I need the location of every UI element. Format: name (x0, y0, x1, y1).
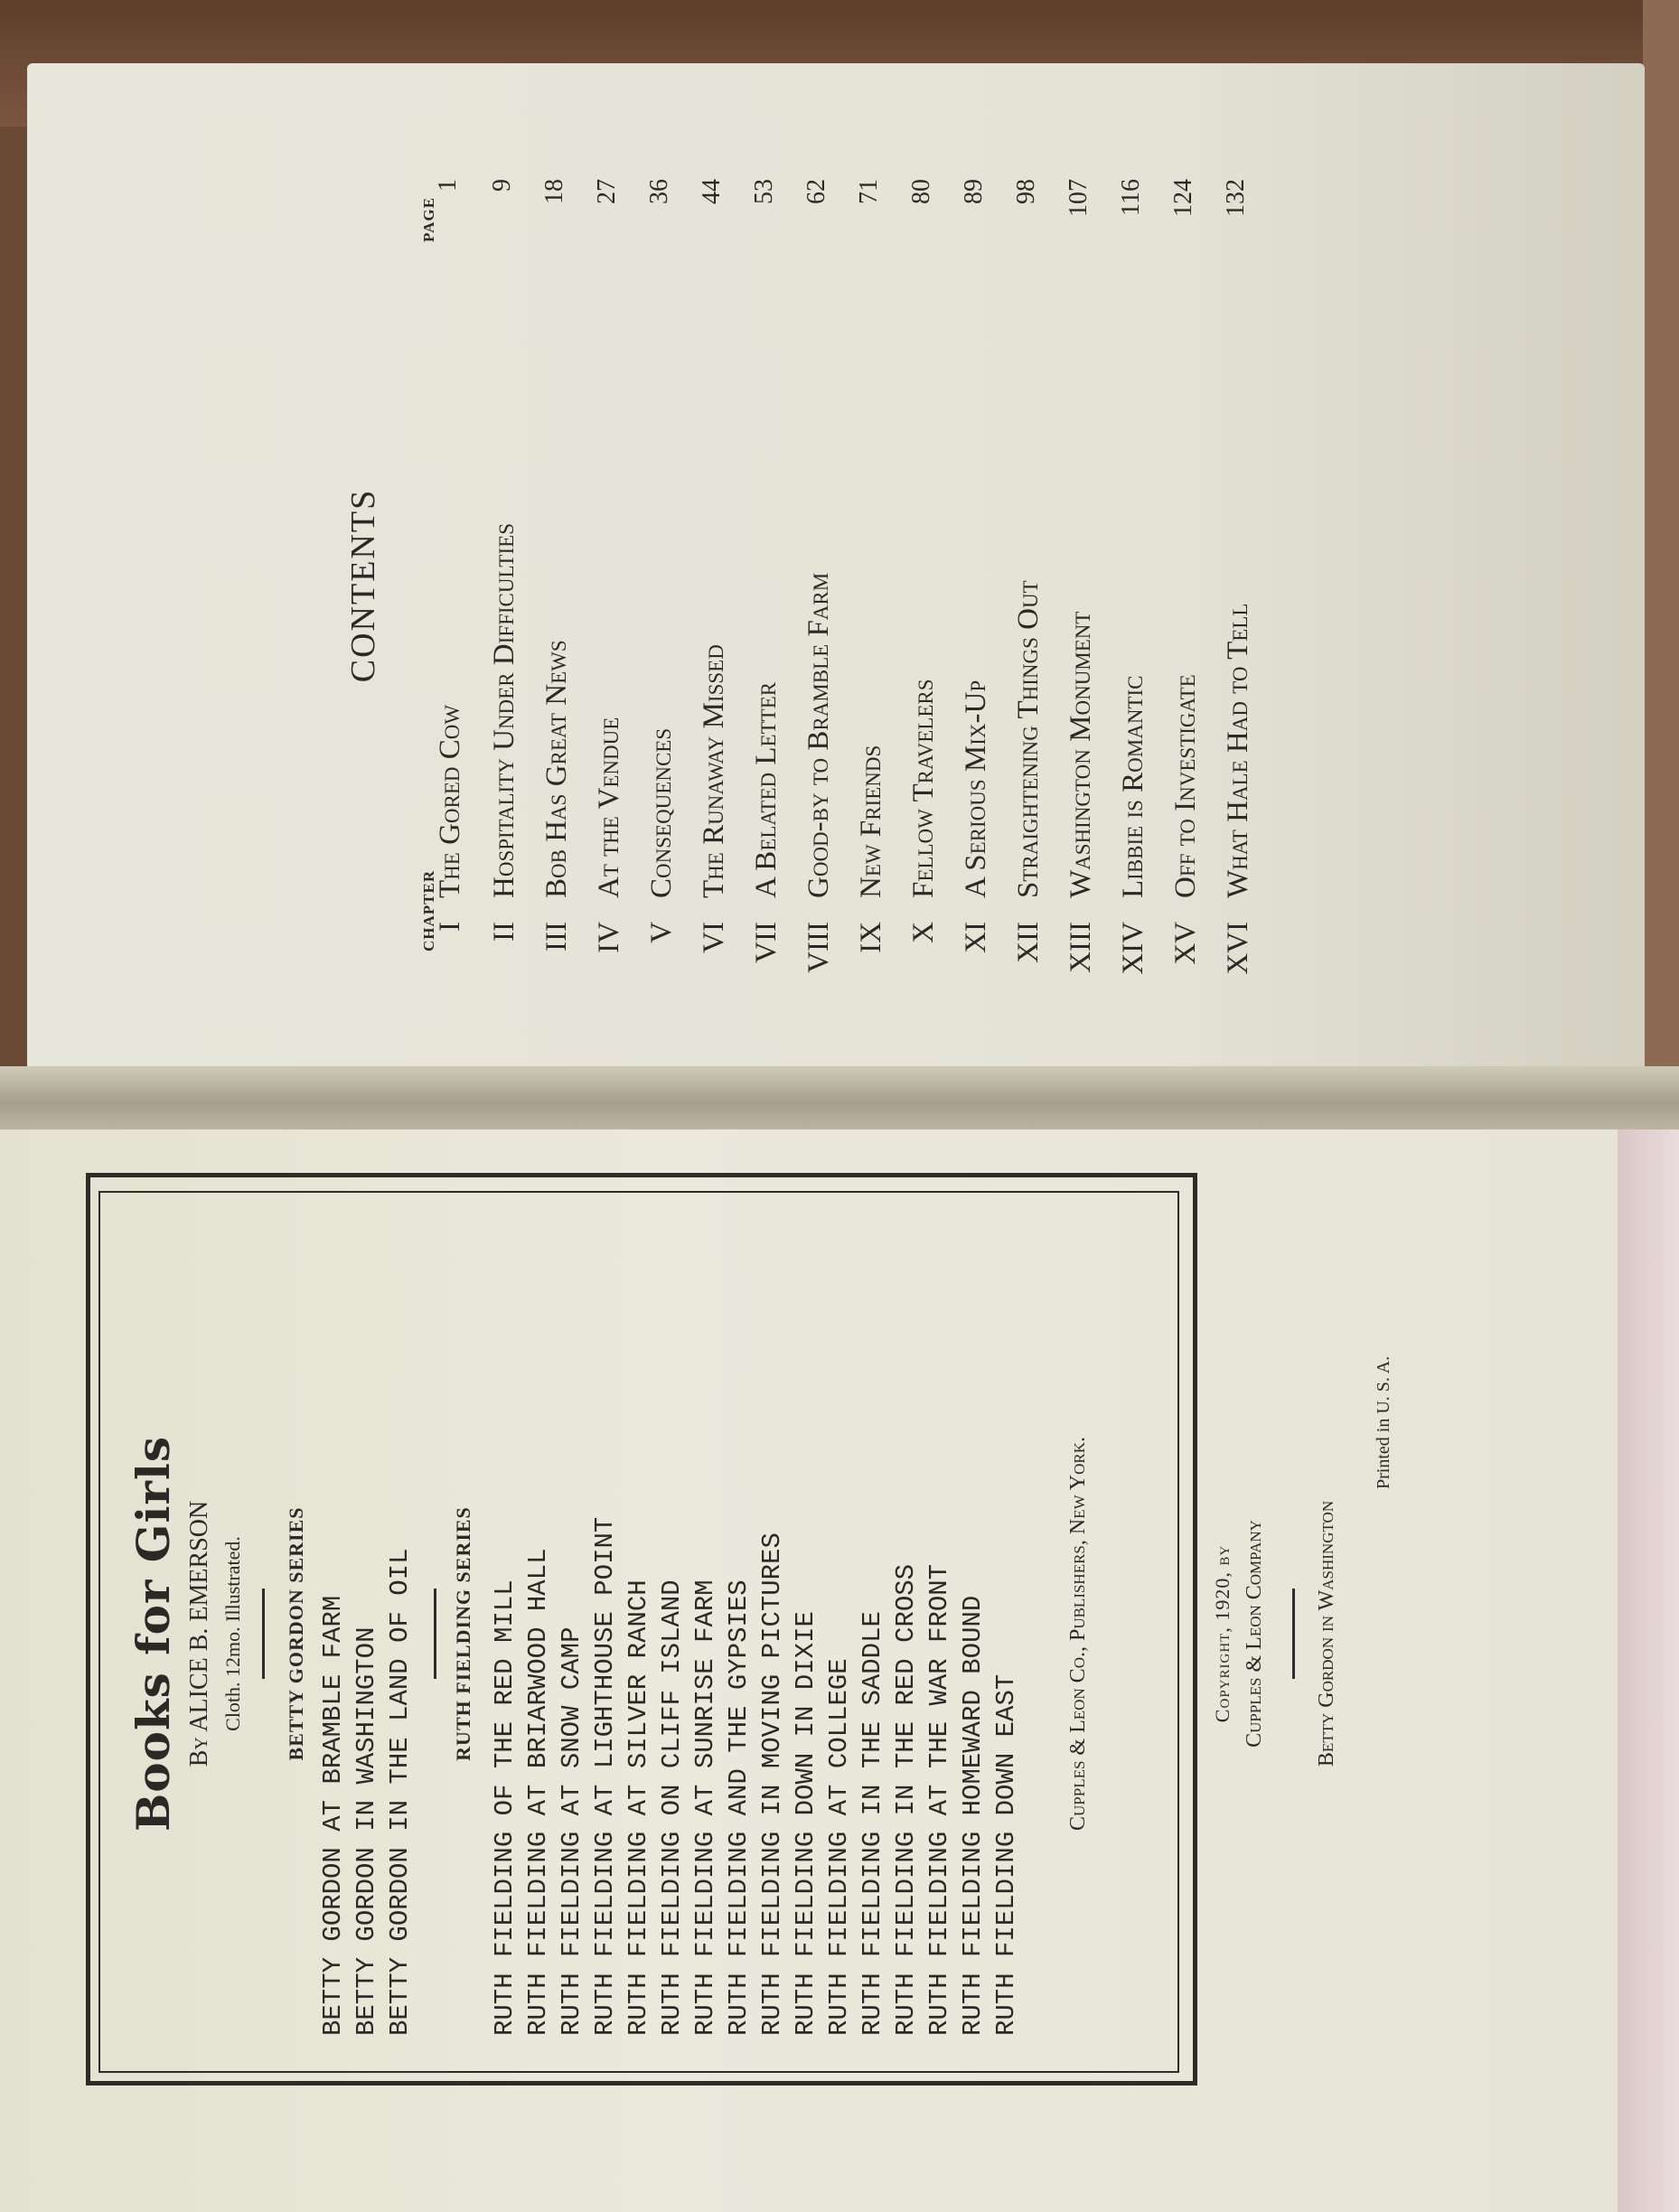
toc-row (488, 16, 530, 1010)
series-title: RUTH FIELDING IN THE RED CROSS (891, 1563, 921, 2036)
chapter-page: 107 (1065, 179, 1093, 217)
chapter-number: XVI (1222, 922, 1254, 975)
series-title: RUTH FIELDING AT SNOW CAMP (557, 1626, 586, 2036)
chapter-column-label: CHAPTER (420, 869, 437, 951)
author-line: By ALICE B. EMERSON (185, 1500, 213, 1767)
toc-row (1117, 16, 1158, 1010)
chapter-page: 71 (855, 179, 883, 204)
series-title: RUTH FIELDING IN THE SADDLE (858, 1611, 887, 2036)
chapter-number: XV (1169, 922, 1202, 965)
series-title: RUTH FIELDING AT SUNRISE FARM (690, 1579, 720, 2036)
chapter-page: 1 (434, 179, 462, 192)
chapter-page: 132 (1222, 179, 1250, 217)
publisher-line: Cupples & Leon Co., Publishers, New York. (1066, 1437, 1090, 1831)
series-heading-ruth-fielding: RUTH FIELDING SERIES (452, 1506, 474, 1761)
copyright-holder: Cupples & Leon Company (1243, 1520, 1266, 1748)
chapter-number: IV (593, 922, 625, 953)
toc-row (1222, 16, 1263, 1010)
binding-line: Cloth. 12mo. Illustrated. (221, 1536, 244, 1731)
chapter-page: 124 (1169, 179, 1197, 217)
chapter-title: The Runaway Missed (698, 644, 730, 898)
chapter-title: Consequences (645, 727, 678, 898)
chapter-page: 98 (1012, 179, 1040, 204)
chapter-number: VIII (802, 922, 835, 973)
chapter-page: 80 (907, 179, 935, 204)
series-title: RUTH FIELDING IN MOVING PICTURES (757, 1532, 787, 2036)
toc-row (540, 16, 582, 1010)
chapter-page: 116 (1117, 179, 1145, 216)
chapter-title: A Belated Letter (750, 681, 783, 898)
page-column-label: PAGE (420, 197, 437, 242)
chapter-title: Straightening Things Out (1012, 580, 1045, 898)
series-title: RUTH FIELDING AND THE GYPSIES (724, 1579, 754, 2036)
table-of-contents (434, 16, 1254, 1010)
chapter-number: VI (698, 922, 730, 953)
copyright-line: Copyright, 1920, by (1211, 1544, 1233, 1723)
chapter-page: 27 (593, 179, 621, 204)
series-title: RUTH FIELDING ON CLIFF ISLAND (657, 1579, 687, 2036)
series-heading-betty-gordon: BETTY GORDON SERIES (285, 1506, 307, 1761)
chapter-title: Libbie is Romantic (1117, 675, 1149, 898)
chapter-number: II (488, 922, 521, 942)
series-title: RUTH FIELDING OF THE RED MILL (490, 1579, 520, 2036)
toc-row (960, 16, 1001, 1010)
toc-row (593, 16, 634, 1010)
series-title: RUTH FIELDING HOMEWARD BOUND (958, 1595, 988, 2036)
series-title: RUTH FIELDING AT BRIARWOOD HALL (523, 1548, 553, 2036)
chapter-number: I (434, 922, 466, 932)
toc-row (1065, 16, 1106, 1010)
chapter-page: 89 (960, 179, 988, 204)
chapter-title: Off to Investigate (1169, 674, 1202, 898)
divider-rule (1292, 1589, 1295, 1679)
chapter-page: 53 (750, 179, 778, 204)
chapter-page: 36 (645, 179, 673, 204)
chapter-number: IX (855, 922, 887, 953)
toc-row (645, 16, 687, 1010)
chapter-page: 9 (488, 179, 516, 192)
chapter-title: New Friends (855, 745, 887, 898)
toc-row (1012, 16, 1054, 1010)
toc-row (802, 16, 844, 1010)
chapter-page: 62 (802, 179, 830, 204)
chapter-title: Bob Has Great News (540, 640, 573, 898)
contents-heading: CONTENTS (344, 488, 382, 683)
toc-row (750, 16, 792, 1010)
chapter-number: X (907, 922, 940, 943)
chapter-page: 44 (698, 179, 726, 204)
toc-row (855, 16, 896, 1010)
series-title: RUTH FIELDING AT THE WAR FRONT (924, 1563, 954, 2036)
chapter-number: XIII (1065, 922, 1097, 973)
series-title: RUTH FIELDING AT LIGHTHOUSE POINT (590, 1516, 620, 2036)
chapter-title: Hospitality Under Difficulties (488, 523, 521, 898)
toc-row (907, 16, 949, 1010)
chapter-title: A Serious Mix-Up (960, 680, 992, 898)
series-title: BETTY GORDON AT BRAMBLE FARM (318, 1595, 348, 2036)
chapter-title: At the Vendue (593, 717, 625, 898)
chapter-number: XI (960, 922, 992, 953)
series-title: RUTH FIELDING DOWN EAST (991, 1673, 1021, 2036)
toc-row (1169, 16, 1211, 1010)
chapter-title: The Gored Cow (434, 704, 466, 898)
chapter-number: VII (750, 922, 783, 963)
series-title: RUTH FIELDING DOWN IN DIXIE (791, 1611, 821, 2036)
chapter-number: XII (1012, 922, 1045, 963)
toc-row (434, 16, 475, 1010)
chapter-number: III (540, 922, 573, 951)
chapter-number: XIV (1117, 922, 1149, 975)
imprint-book-title: Betty Gordon in Washington (1315, 1500, 1338, 1767)
chapter-title: Good-by to Bramble Farm (802, 572, 835, 898)
chapter-title: Washington Monument (1065, 611, 1097, 898)
series-title: BETTY GORDON IN THE LAND OF OIL (385, 1548, 415, 2036)
toc-row (698, 16, 739, 1010)
printed-in-usa: Printed in U. S. A. (1374, 1355, 1393, 1489)
chapter-title: Fellow Travelers (907, 679, 940, 898)
divider-rule (262, 1589, 265, 1679)
books-for-girls-title: Books for Girls (127, 1436, 180, 1832)
series-title: BETTY GORDON IN WASHINGTON (352, 1626, 381, 2036)
series-title: RUTH FIELDING AT SILVER RANCH (624, 1579, 653, 2036)
chapter-title: What Hale Had to Tell (1222, 603, 1254, 898)
betty-gordon-series-list (316, 1168, 417, 2036)
divider-rule (434, 1589, 436, 1679)
ruth-fielding-series-list (488, 1168, 1023, 2036)
series-title: RUTH FIELDING AT COLLEGE (824, 1658, 854, 2036)
chapter-number: V (645, 922, 678, 943)
chapter-page: 18 (540, 179, 568, 204)
